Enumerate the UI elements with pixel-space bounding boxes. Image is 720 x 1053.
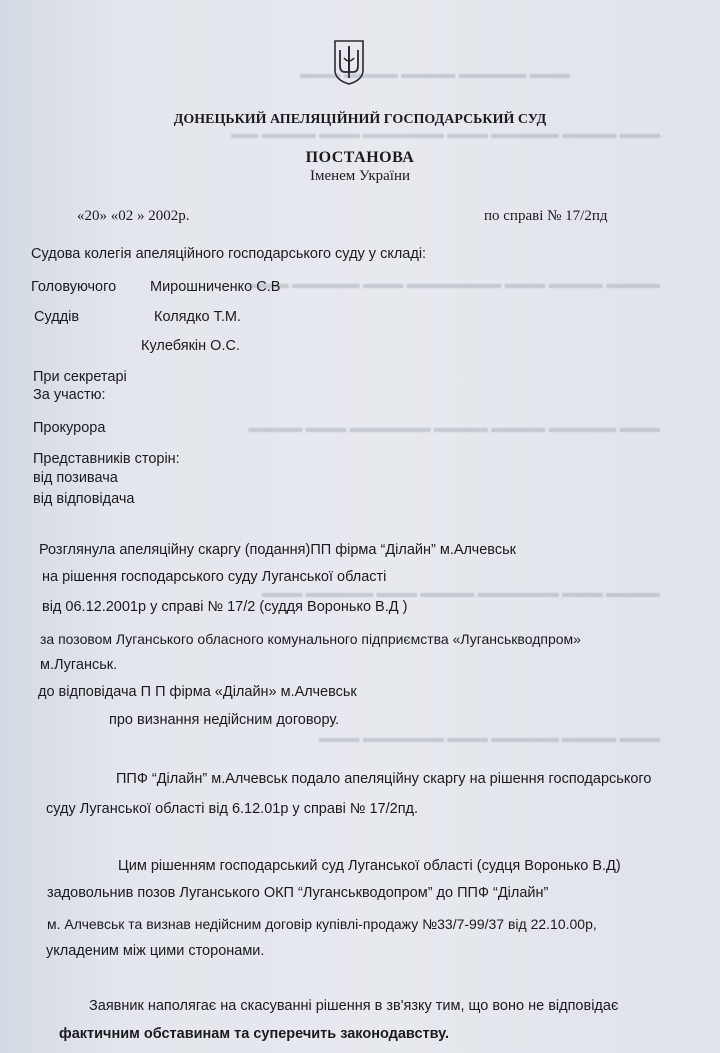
defendant-label: від відповідача (33, 491, 135, 507)
para4-line-1: Заявник наполягає на скасуванні рішення в зв'язку тим, що воно не відповідає (89, 998, 619, 1014)
appeal-line-4: за позовом Луганського обласного комунального підприємства «Луганськводпром» (40, 631, 581, 647)
judges-label: Суддів (34, 309, 80, 325)
presiding-name: Мирошниченко С.В (150, 279, 281, 295)
para4-line-2: фактичним обставинам та суперечить законодавству. (59, 1026, 449, 1042)
para3-line-2: задовольнив позов Луганського ОКП “Луганськводопром” до ППФ “Ділайн” (47, 885, 549, 901)
plaintiff-label: від позивача (33, 470, 118, 486)
para3-line-1: Цим рішенням господарський суд Луганської області (судця Воронько В.Д) (118, 858, 621, 874)
appeal-line-7: про визнання недійсним договору. (109, 712, 340, 728)
appeal-line-1: Розглянула апеляційну скаргу (подання)ПП фірма “Ділайн” м.Алчевськ (39, 542, 516, 558)
judge-2: Кулебякін О.С. (141, 338, 240, 354)
trident-emblem-icon (331, 38, 367, 86)
in-name-of: Іменем України (309, 168, 411, 184)
para2-line-2: суду Луганської області від 6.12.01р у справі № 17/2пд. (46, 801, 419, 817)
presiding-label: Головуючого (31, 279, 117, 295)
appeal-line-3: від 06.12.2001р у справі № 17/2 (суддя Воронько В.Д ) (42, 599, 408, 615)
court-name: ДОНЕЦЬКИЙ АПЕЛЯЦІЙНИЙ ГОСПОДАРСЬКИЙ СУД (173, 112, 547, 127)
para2-line-1: ППФ “Ділайн” м.Алчевськ подало апеляційну скаргу на рішення господарського (116, 771, 652, 787)
appeal-line-5: м.Луганськ. (40, 657, 118, 673)
para3-line-4: укладеним між цими сторонами. (46, 943, 265, 959)
judge-1: Колядко Т.М. (154, 309, 241, 325)
participation-label: За участю: (33, 387, 106, 403)
case-reference: по справі № 17/2пд (484, 208, 608, 224)
document-type: ПОСТАНОВА (305, 149, 415, 166)
appeal-line-6: до відповідача П П фірма «Ділайн» м.Алчевськ (38, 684, 357, 700)
appeal-line-2: на рішення господарського суду Луганської області (42, 569, 387, 585)
parties-label: Представників сторін: (33, 451, 180, 467)
panel-intro: Судова колегія апеляційного господарського суду у складі: (31, 246, 427, 262)
prosecutor-label: Прокурора (33, 420, 106, 436)
para3-line-3: м. Алчевськ та визнав недійсним договір купівлі-продажу №33/7-99/37 від 22.10.00р, (47, 916, 597, 932)
document-page: ▬▬▬ ▬▬▬▬▬ ▬▬▬▬ ▬▬▬▬ ▬▬▬ ▬▬▬ ▬▬▬▬ ▬▬▬▬▬ ▬▬▬ ▬▬▬▬▬▬ ▬▬▬ ▬▬▬▬ ▬▬ ▬▬▬▬ ▬▬▬▬ ▬▬▬ ▬▬▬▬▬▬▬ ▬▬▬ ▬▬▬▬▬ ▬▬▬ ▬▬▬ ▬▬▬▬▬ ▬▬▬▬ ▬▬▬▬ ▬▬▬▬▬▬ ▬▬▬ ▬▬▬▬ ▬▬▬▬ ▬▬▬ ▬▬▬▬▬▬ ▬▬▬▬ ▬▬▬ ▬▬▬▬▬ ▬▬▬ ▬▬▬ ▬▬▬▬ ▬▬▬▬▬ ▬▬▬ ▬▬▬▬▬▬ ▬▬▬ ДОНЕЦЬКИЙ АПЕЛЯЦІЙНИЙ ГОСПОДАРСЬКИЙ СУД ПОСТАНОВА Іменем України «20» «02 » 2002р. по справі № 17/2пд Судова колегія апеляційного господарського суду у складі: Головуючого Мирошниченко С.В Суддів Колядко Т.М. Кулебякін О.С. При секретарі За участю: Прокурора Представників сторін: від позивача від відповідача Розглянула апеляційну скаргу (подання)ПП фірма “Ділайн” м.Алчевськ на рішення господарського суду Луганської області від 06.12.2001р у справі № 17/2 (суддя Воронько В.Д ) за позовом Луганського обласного комунального підприємства «Луганськводпром» м.Луганськ. до відповідача П П фірма «Ділайн» м.Алчевськ про визнання недійсним договору. ППФ “Ділайн” м.Алчевськ подало апеляційну скаргу на рішення господарського суду Луганської області від 6.12.01р у справі № 17/2пд. Цим рішенням господарський суд Луганської області (судця Воронько В.Д) задовольнив позов Луганського ОКП “Луганськводопром” до ППФ “Ділайн” м. Алчевськ та визнав недійсним договір купівлі-продажу №33/7-99/37 від 22.10.00р, укладеним між цими сторонами. Заявник наполягає на скасуванні рішення в зв'язку тим, що воно не відповідає фактичним обставинам та суперечить законодавству. (0, 0, 720, 1053)
secretary-label: При секретарі (33, 369, 127, 385)
document-date: «20» «02 » 2002р. (77, 208, 190, 224)
